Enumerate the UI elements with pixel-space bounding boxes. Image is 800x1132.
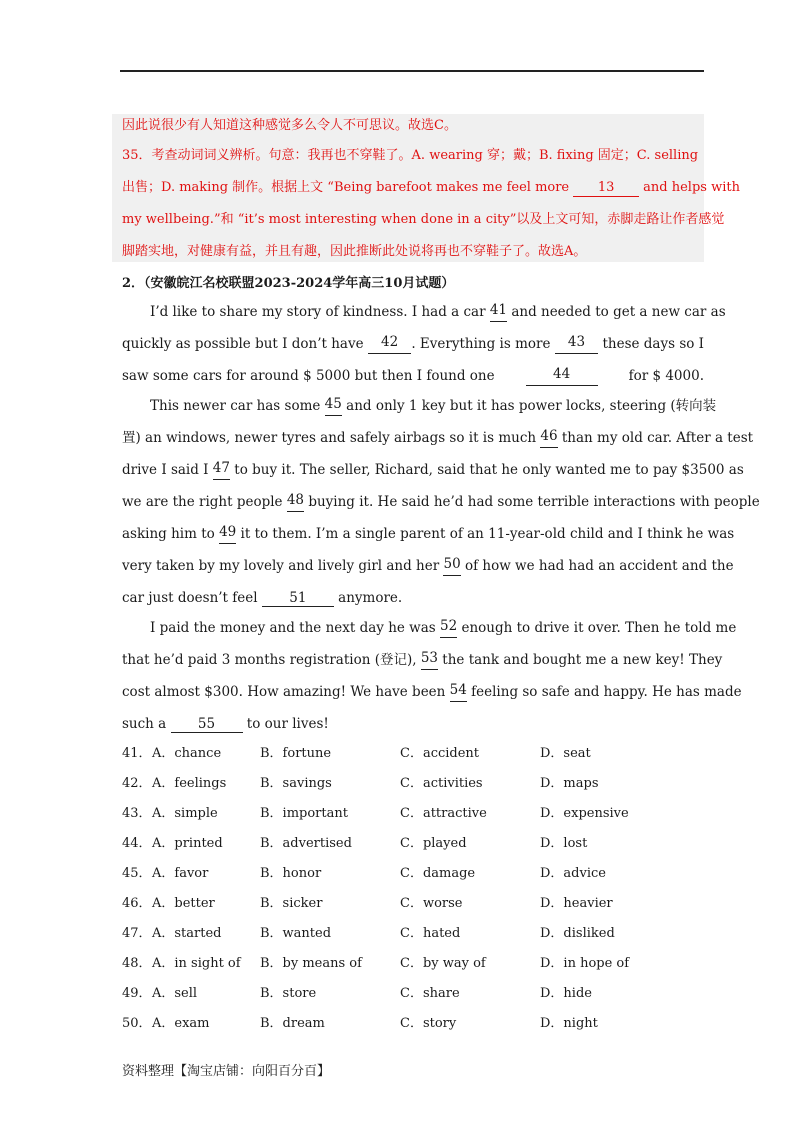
option-row (122, 774, 706, 794)
blank-43: 43 (555, 334, 598, 354)
option-a: A．started (152, 926, 222, 941)
option-d: D．advice (540, 866, 606, 881)
passage-text: cost almost $300. How amazing! We have been (122, 684, 450, 700)
option-c: C．share (400, 986, 460, 1001)
blank-52: 52 (440, 618, 457, 638)
passage-text: This newer car has some (150, 398, 325, 414)
passage-text: asking him to (122, 526, 220, 542)
option-b: B．dream (260, 1016, 325, 1031)
option-b: B．important (260, 806, 348, 821)
option-c: C．played (400, 836, 467, 851)
passage-text: of how we had had an accident and the (460, 558, 734, 574)
passage-text: for $ 4000. (624, 368, 704, 384)
option-d: D．night (540, 1016, 598, 1031)
option-c: C．accident (400, 746, 480, 761)
passage-text: I’d like to share my story of kindness. I had a car (150, 304, 490, 320)
blank-46: 46 (540, 428, 557, 448)
passage-line (122, 366, 704, 386)
passage-text: the tank and bought me a new key! They (438, 652, 723, 668)
passage-text: it to them. I’m a single parent of an 11-year-old child and I think he was (236, 526, 735, 542)
option-d: D．disliked (540, 926, 615, 941)
answer-line: 出售；D. making 制作。根据上文 “Being barefoot makes me feel more 13 and helps with (122, 180, 740, 195)
question-header: 2．（安徽皖江名校联盟2023-2024学年高三10月试题） (122, 276, 455, 291)
question-number: 41． (122, 746, 152, 761)
answer-line: 脚踏实地，对健康有益，并且有趣，因此推断此处说将再也不穿鞋子了。故选A。 (122, 244, 587, 259)
question-number: 42． (122, 776, 152, 791)
question-number: 45． (122, 866, 152, 881)
option-d: D．seat (540, 746, 591, 761)
blank-51: 51 (262, 590, 334, 607)
passage-line (122, 428, 754, 448)
question-number: 49． (122, 986, 152, 1001)
option-b: B．sicker (260, 896, 323, 911)
option-a: A．exam (152, 1016, 210, 1031)
passage-text: saw some cars for around $ 5000 but then I found one (122, 368, 499, 384)
question-number: 47． (122, 926, 152, 941)
passage-text: and needed to get a new car as (507, 304, 726, 320)
option-b: B．advertised (260, 836, 352, 851)
question-number: 43． (122, 806, 152, 821)
blank-55: 55 (171, 716, 243, 733)
passage-line (122, 492, 760, 512)
passage-line (150, 396, 717, 416)
option-c: C．damage (400, 866, 476, 881)
answer-line: my wellbeing.”和 “it’s most interesting when done in a city”以及上文可知，赤脚走路让作者感觉 (122, 212, 725, 227)
passage-text: drive I said I (122, 462, 213, 478)
blank-53: 53 (421, 650, 438, 670)
passage-text: these days so I (598, 336, 704, 352)
option-row (122, 744, 706, 764)
option-row (122, 894, 706, 914)
blank-48: 48 (287, 492, 304, 512)
option-a: A．simple (152, 806, 218, 821)
option-c: C．activities (400, 776, 483, 791)
option-row (122, 924, 706, 944)
option-c: C．attractive (400, 806, 487, 821)
blank-47: 47 (213, 460, 230, 480)
passage-line (122, 714, 704, 734)
option-a: A．chance (152, 746, 222, 761)
option-a: A．favor (152, 866, 209, 881)
option-c: C．story (400, 1016, 457, 1031)
passage-text: I paid the money and the next day he was (150, 620, 440, 636)
question-number: 46． (122, 896, 152, 911)
blank-54: 54 (450, 682, 467, 702)
answer-line: 因此说很少有人知道这种感觉多么令人不可思议。故选C。 (122, 118, 457, 133)
option-c: C．by way of (400, 956, 486, 971)
passage-line (122, 334, 704, 354)
option-row (122, 984, 706, 1004)
question-number: 48． (122, 956, 152, 971)
option-a: A．printed (152, 836, 223, 851)
option-a: A．better (152, 896, 215, 911)
passage-text: and only 1 key but it has power locks, steering (转向装 (341, 398, 717, 414)
option-d: D．lost (540, 836, 588, 851)
blank-42: 42 (368, 334, 411, 354)
option-b: B．by means of (260, 956, 362, 971)
passage-text: quickly as possible but I don’t have (122, 336, 368, 352)
passage-text: we are the right people (122, 494, 287, 510)
option-b: B．wanted (260, 926, 332, 941)
blank-44: 44 (526, 366, 598, 386)
option-d: D．expensive (540, 806, 629, 821)
option-b: B．fortune (260, 746, 332, 761)
passage-line (150, 302, 726, 322)
question-number: 44． (122, 836, 152, 851)
question-number: 50． (122, 1016, 152, 1031)
option-row (122, 1014, 706, 1034)
option-row (122, 954, 706, 974)
passage-text: to our lives! (242, 716, 329, 732)
option-d: D．heavier (540, 896, 613, 911)
option-a: A．sell (152, 986, 198, 1001)
header-rule (120, 70, 704, 72)
passage-text: very taken by my lovely and lively girl and her (122, 558, 444, 574)
passage-text: enough to drive it over. Then he told me (457, 620, 737, 636)
option-a: A．in sight of (152, 956, 241, 971)
passage-line (122, 650, 723, 670)
passage-text: than my old car. After a test (557, 430, 754, 446)
passage-line (122, 588, 704, 608)
option-b: B．savings (260, 776, 332, 791)
passage-text: to buy it. The seller, Richard, said that he only wanted me to pay $3500 as (229, 462, 744, 478)
passage-line (122, 682, 742, 702)
blank-45: 45 (325, 396, 342, 416)
option-b: B．honor (260, 866, 322, 881)
footer-note: 资料整理【淘宝店铺：向阳百分百】 (122, 1064, 331, 1079)
option-a: A．feelings (152, 776, 227, 791)
option-d: D．maps (540, 776, 599, 791)
passage-line (122, 556, 734, 576)
passage-text: . Everything is more (411, 336, 555, 352)
passage-line (122, 524, 735, 544)
passage-line (122, 460, 744, 480)
option-d: D．in hope of (540, 956, 630, 971)
option-b: B．store (260, 986, 317, 1001)
option-row (122, 834, 706, 854)
option-c: C．worse (400, 896, 463, 911)
passage-text: 置) an windows, newer tyres and safely airbags so it is much (122, 430, 541, 446)
passage-text: buying it. He said he’d had some terrible interactions with people (304, 494, 760, 510)
option-row (122, 804, 706, 824)
answer-line: 35．考查动词词义辨析。句意：我再也不穿鞋了。A. wearing 穿；戴；B. fixing 固定；C. selling (122, 148, 699, 163)
passage-text: car just doesn’t feel (122, 590, 262, 606)
blank-41: 41 (490, 302, 507, 322)
blank-50: 50 (443, 556, 460, 576)
passage-text: anymore. (333, 590, 403, 606)
passage-text: such a (122, 716, 171, 732)
passage-text: that he’d paid 3 months registration (登记), (122, 652, 421, 668)
answer-blank: 13 (573, 180, 639, 197)
passage-text: feeling so safe and happy. He has made (466, 684, 742, 700)
option-d: D．hide (540, 986, 592, 1001)
passage-line (150, 618, 737, 638)
option-c: C．hated (400, 926, 461, 941)
blank-49: 49 (219, 524, 236, 544)
option-row (122, 864, 706, 884)
